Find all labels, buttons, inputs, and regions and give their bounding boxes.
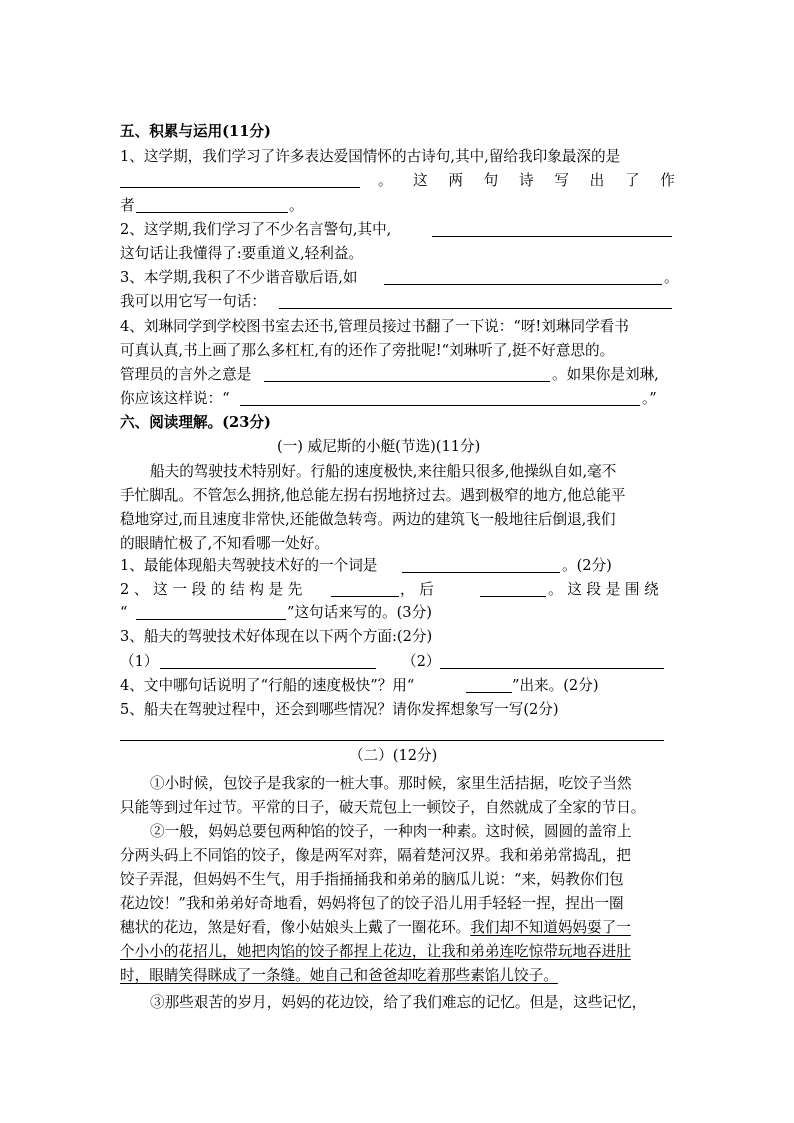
s5-q4-line1: 4、刘琳同学到学校图书室去还书,管理员接过书翻了一下说：“呀!刘琳同学看书 [120,318,629,335]
s5-q4-blank1[interactable] [264,381,550,382]
passage2-line7 [120,918,631,938]
s5-q2-line1: 2、这学期,我们学习了不少名言警句,其中, [120,221,392,238]
passage2-line: 饺子弄混，但妈妈不生气，用手指捅捅我和弟弟的脑瓜儿说：“来，妈教你们包 [120,871,624,888]
s5-q1-char: 句 [483,172,499,189]
s5-q3-line1-end: 。 [664,269,679,286]
s5-q1-line3-start: 者 [120,197,135,214]
s5-q1-char: 出 [589,172,605,189]
p1-q4-start: 4、文中哪句话说明了“行船的速度极快”？用“ [120,677,415,694]
passage1-line: 的眼睛忙极了,不知看哪一处好。 [120,535,329,552]
s5-q3-line2: 我可以用它写一句话： [120,293,266,310]
s5-q1-char: 写 [554,172,569,189]
s5-q1-spread [413,171,675,191]
section6-title: 六、阅读理解。(23分) [120,414,271,431]
s5-q4-line4-start: 你应该这样说：“ [120,390,230,407]
p1-q2-b: ， 后 [400,581,434,598]
p1-q3-blank2[interactable] [440,668,664,669]
passage1-line: 稳地穿过,而且速度非常快,还能做急转弯。两边的建筑飞一般地往后倒退,我们 [120,511,616,528]
p1-q1-blank[interactable] [402,572,560,573]
passage2-underlined-line: 个小小的花招儿，她把肉馅的饺子都捏上花边，让我和弟弟连吃惊带玩地吞进肚 [120,943,631,960]
p1-q2-blank2[interactable] [480,596,546,597]
s5-q1-char: 作 [660,172,675,189]
passage2-line: 分两头码上不同馅的饺子，像是两军对弈，隔着楚河汉界。我和弟弟常捣乱，把 [120,847,631,864]
s5-q3-blank2[interactable] [279,308,672,309]
p1-q2-line2-start: “ [120,604,128,621]
passage2-line: ②一般，妈妈总要包两种馅的饺子，一种肉一种素。这时候，圆圆的盖帘上 [150,823,632,840]
p1-q2-blank1[interactable] [331,596,399,597]
p1-q2-line2-end: ”这句话来写的。(3分) [287,604,432,621]
s5-q1-blank1[interactable] [120,187,360,188]
s5-q1-char: 诗 [518,172,534,189]
passage1-line: 船夫的驾驶技术特别好。行船的速度极快,来往船只很多,他操纵自如,毫不 [150,463,617,480]
s5-q4-line4-end: 。” [642,390,657,407]
s5-q1-dot: 。 [378,172,393,189]
p1-q2-a: 2 、 这 一 段 的 结 构 是 先 [120,581,303,598]
passage2-line: ③那些艰苦的岁月，妈妈的花边饺，给了我们难忘的记忆。但是，这些记忆， [150,994,647,1011]
s5-q4-line3-end: 。如果你是刘琳, [552,366,659,383]
p1-q3-opt2: （2） [402,653,441,670]
s5-q1-line3-end: 。 [289,197,304,214]
p1-q4-blank[interactable] [466,692,512,693]
s5-q1-char: 两 [448,172,463,189]
p1-q1-end: 。(2分) [562,557,612,574]
p1-q5: 5、船夫在驾驶过程中，还会到哪些情况？请你发挥想象写一写(2分) [120,701,559,718]
s5-q4-line2: 可真认真,书上画了那么多杠杠,有的还作了旁批呢!“刘琳听了,挺不好意思的。 [120,342,615,359]
passage1-title: (一) 威尼斯的小艇(节选)(11分) [277,438,481,455]
s5-q1-blank2[interactable] [136,212,288,213]
s5-q3-blank1[interactable] [384,284,662,285]
p1-q3: 3、船夫的驾驶技术好体现在以下两个方面:(2分) [120,628,433,645]
section5-title: 五、积累与运用(11分) [120,123,271,140]
p1-q2-c: 。 这 段 是 围 绕 [548,581,659,598]
passage2-line: 花边饺！”我和弟弟好奇地看，妈妈将包了的饺子沿儿用手轻轻一捏，捏出一圈 [120,895,624,912]
passage2-line: 只能等到过年过节。平常的日子，破天荒包上一顿饺子，自然就成了全家的节日。 [120,799,646,816]
s5-q1-char: 这 [413,172,428,189]
p1-q3-blank1[interactable] [160,668,376,669]
p1-q3-opt1: （1） [120,653,159,670]
p1-q2-blank3[interactable] [136,619,286,620]
s5-q3-line1: 3、本学期,我积了不少谐音歇后语,如 [120,269,358,286]
p1-q5-blank[interactable] [120,740,664,741]
passage2-underlined-sentence: 我们却不知道妈妈耍了一 [470,919,631,936]
passage2-title: （二）(12分) [349,747,438,764]
p1-q4-end: ”出来。(2分) [512,677,599,694]
s5-q2-blank[interactable] [432,236,672,237]
passage2-underlined-line: 时，眼睛笑得眯成了一条缝。她自己和爸爸却吃着那些素馅儿饺子。 [120,967,558,984]
s5-q1-line1: 1、这学期，我们学习了许多表达爱国情怀的古诗句,其中,留给我印象最深的是 [120,148,621,165]
passage1-line: 手忙脚乱。不管怎么拥挤,他总能左拐右拐地挤过去。遇到极窄的地方,他总能平 [120,487,626,504]
passage2-line: ①小时候，包饺子是我家的一桩大事。那时候，家里生活拮据，吃饺子当然 [150,775,632,792]
s5-q4-blank2[interactable] [240,405,640,406]
s5-q2-line2: 这句话让我懂得了:要重道义,轻利益。 [120,245,364,262]
s5-q4-line3-start: 管理员的言外之意是 [120,366,252,383]
passage2-line7-plain: 穗状的花边，煞是好看，像小姑娘头上戴了一圈花环。 [120,919,471,936]
s5-q1-char: 了 [624,172,640,189]
p1-q1-start: 1、最能体现船夫驾驶技术好的一个词是 [120,557,378,574]
